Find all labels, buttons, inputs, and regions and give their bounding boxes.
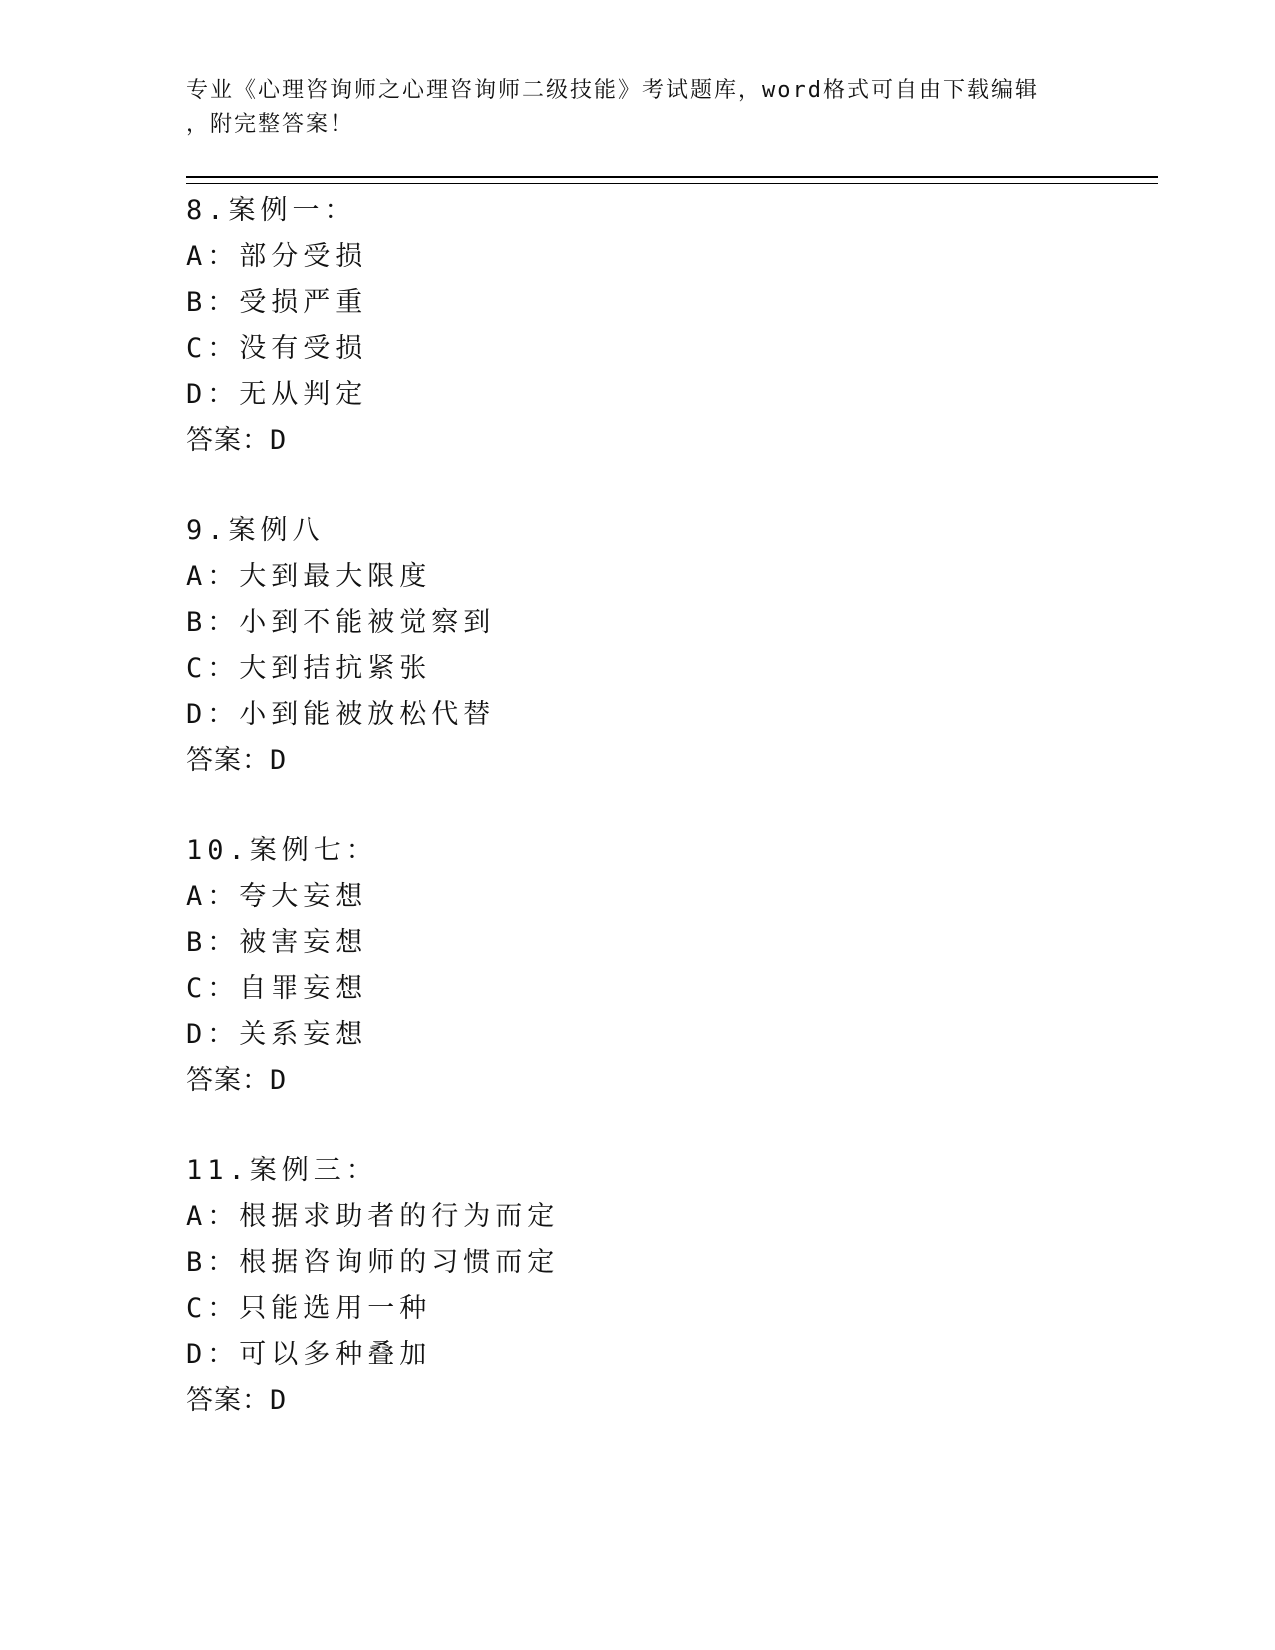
answer: 答案：D (186, 1065, 288, 1096)
option-a: A：部分受损 (186, 241, 368, 272)
option-c: C：自罪妄想 (186, 973, 368, 1004)
option-b: B：受损严重 (186, 287, 368, 318)
question-stem: 11.案例三： (186, 1155, 378, 1186)
option-d: D：可以多种叠加 (186, 1339, 432, 1370)
option-a: A：夸大妄想 (186, 881, 368, 912)
header-line-2: ，附完整答案！ (186, 112, 355, 137)
question-8 (186, 188, 1086, 464)
question-10 (186, 828, 1086, 1104)
question-9 (186, 508, 1086, 784)
option-c: C：没有受损 (186, 333, 368, 364)
answer: 答案：D (186, 1385, 288, 1416)
option-b: B：根据咨询师的习惯而定 (186, 1247, 560, 1278)
option-d: D：关系妄想 (186, 1019, 368, 1050)
answer: 答案：D (186, 425, 288, 456)
header-divider (186, 176, 1158, 184)
option-b: B：被害妄想 (186, 927, 368, 958)
question-stem: 9.案例八 (186, 515, 325, 546)
header-line-1: 专业《心理咨询师之心理咨询师二级技能》考试题库，word格式可自由下载编辑 (186, 78, 1039, 103)
option-c: C：大到拮抗紧张 (186, 653, 432, 684)
option-d: D：小到能被放松代替 (186, 699, 496, 730)
question-11 (186, 1148, 1086, 1424)
answer: 答案：D (186, 745, 288, 776)
question-stem: 10.案例七： (186, 835, 378, 866)
document-header (186, 74, 1086, 142)
option-c: C：只能选用一种 (186, 1293, 432, 1324)
option-a: A：根据求助者的行为而定 (186, 1201, 560, 1232)
option-d: D：无从判定 (186, 379, 368, 410)
option-b: B：小到不能被觉察到 (186, 607, 496, 638)
option-a: A：大到最大限度 (186, 561, 432, 592)
question-stem: 8.案例一： (186, 195, 357, 226)
